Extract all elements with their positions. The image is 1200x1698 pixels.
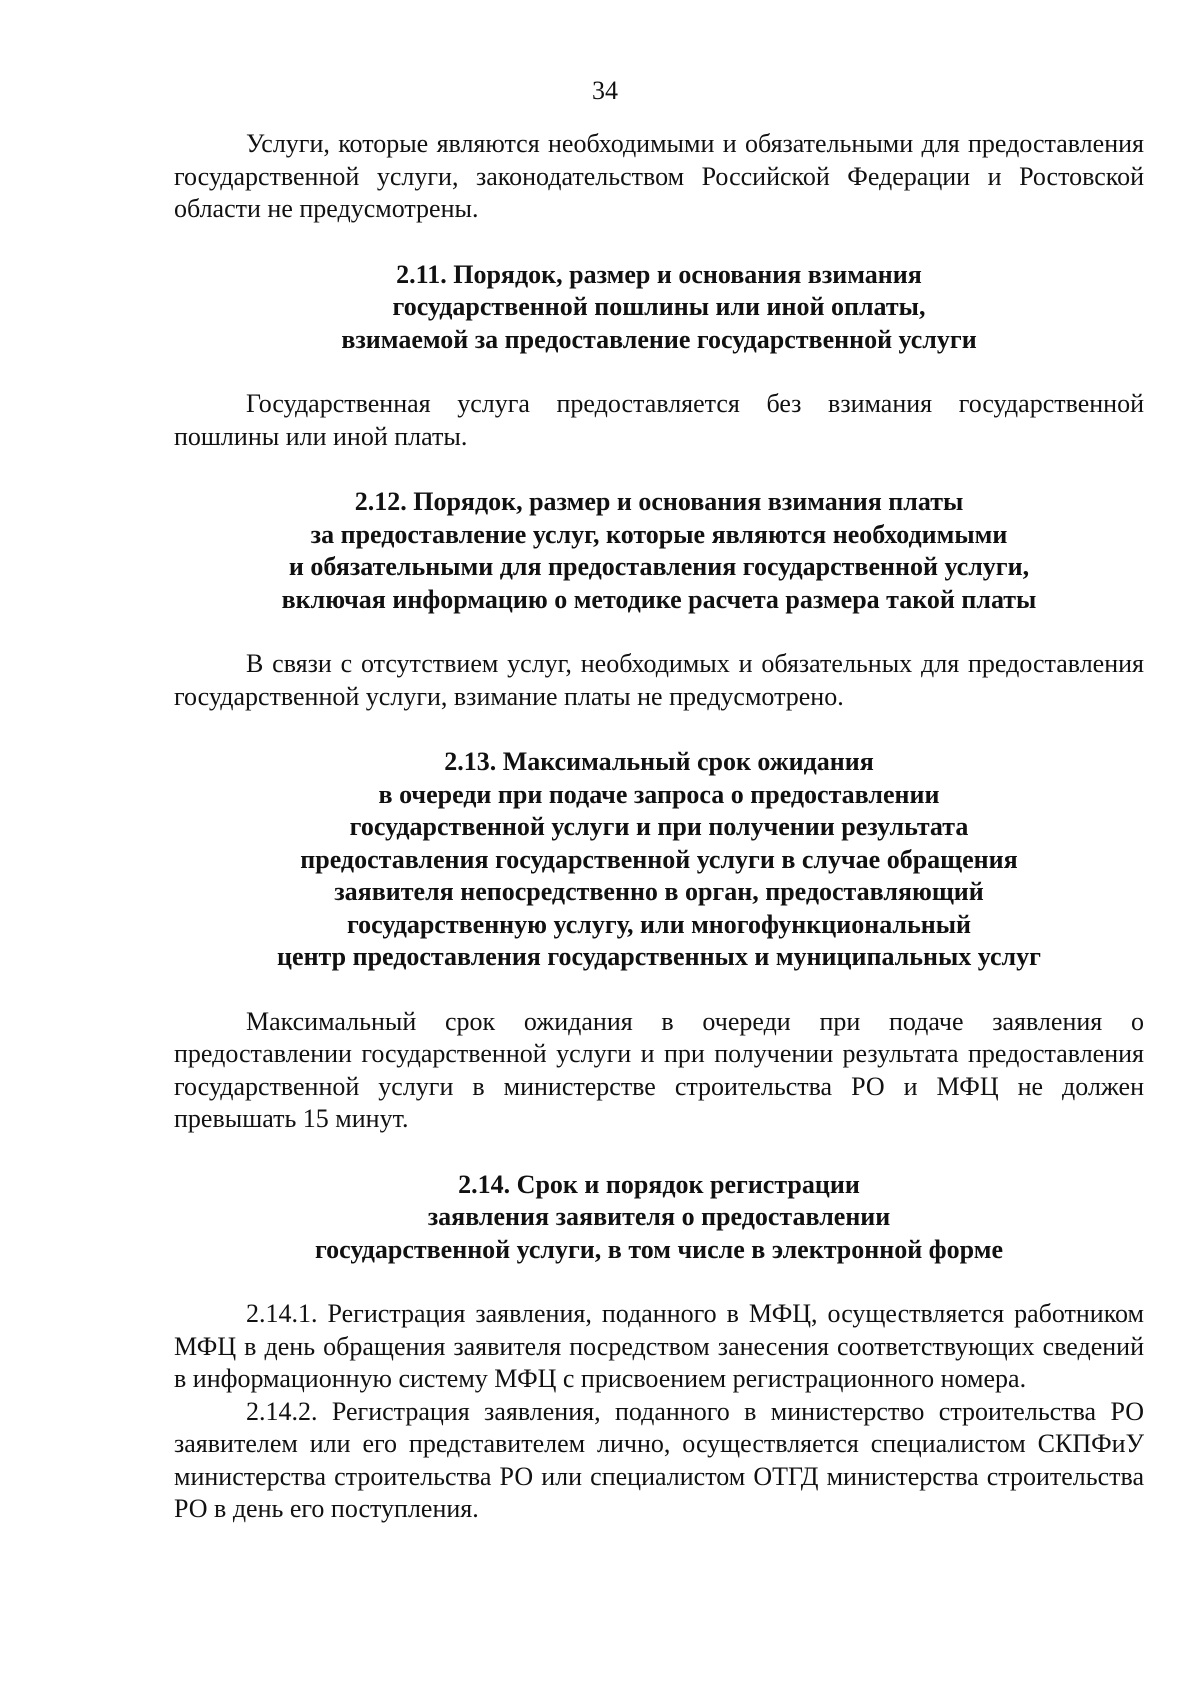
paragraph-no-fee: Государственная услуга предоставляется без взимания государственной пошлины или иной платы. <box>174 389 1144 451</box>
heading-line: включая информацию о методике расчета размера такой платы <box>281 584 1037 614</box>
heading-line: 2.12. Порядок, размер и основания взимания платы <box>354 487 964 516</box>
paragraph-2-14-1: 2.14.1. Регистрация заявления, поданного в МФЦ, осуществляется работником МФЦ в день обращения заявителя посредством занесения соответствующих сведений в информационную систему МФЦ с присвоением регистрационного номера. <box>174 1299 1144 1393</box>
heading-line: государственную услугу, или многофункциональный <box>346 909 972 939</box>
heading-line: за предоставление услуг, которые являются необходимыми <box>310 519 1008 549</box>
document-body <box>174 128 1144 1526</box>
heading-line: и обязательными для предоставления государственной услуги, <box>288 552 1030 581</box>
heading-line: в очереди при подаче запроса о предоставлении <box>378 779 940 809</box>
heading-line: государственной пошлины или иной оплаты, <box>392 292 926 321</box>
heading-line: заявителя непосредственно в орган, предоставляющий <box>334 877 984 906</box>
paragraph-2-14-2: 2.14.2. Регистрация заявления, поданного в министерство строительства РО заявителем или его представителем лично, осуществляется специалистом СКПФиУ министерства строительства РО или специалистом ОТГД министерства строительства РО в день его поступления. <box>174 1396 1144 1523</box>
heading-2-14 <box>174 1169 1144 1267</box>
heading-2-13 <box>174 746 1144 974</box>
heading-line: заявления заявителя о предоставлении <box>427 1202 891 1231</box>
page-number: 34 <box>592 76 618 105</box>
paragraph-max-wait-time: Максимальный срок ожидания в очереди при подаче заявления о предоставлении государственной услуги и при получении результата предоставления государственной услуги в министерстве строительства РО и МФЦ не должен превышать 15 минут. <box>174 1006 1144 1133</box>
heading-line: взимаемой за предоставление государственной услуги <box>341 324 977 354</box>
heading-line: предоставления государственной услуги в случае обращения <box>300 844 1018 874</box>
heading-line: 2.14. Срок и порядок регистрации <box>458 1169 860 1199</box>
heading-line: государственной услуги и при получении результата <box>349 812 969 841</box>
heading-2-12 <box>174 486 1144 616</box>
paragraph-no-payment: В связи с отсутствием услуг, необходимых и обязательных для предоставления государственной услуги, взимание платы не предусмотрено. <box>174 649 1144 711</box>
heading-line: 2.11. Порядок, размер и основания взимания <box>396 259 922 289</box>
heading-2-11 <box>174 259 1144 357</box>
paragraph-services-not-required: Услуги, которые являются необходимыми и обязательными для предоставления государственной услуги, законодательством Российской Федерации и Ростовской области не предусмотрены. <box>174 129 1144 223</box>
heading-line: государственной услуги, в том числе в электронной форме <box>315 1234 1003 1264</box>
heading-line: центр предоставления государственных и муниципальных услуг <box>277 942 1041 971</box>
heading-line: 2.13. Максимальный срок ожидания <box>444 747 874 776</box>
